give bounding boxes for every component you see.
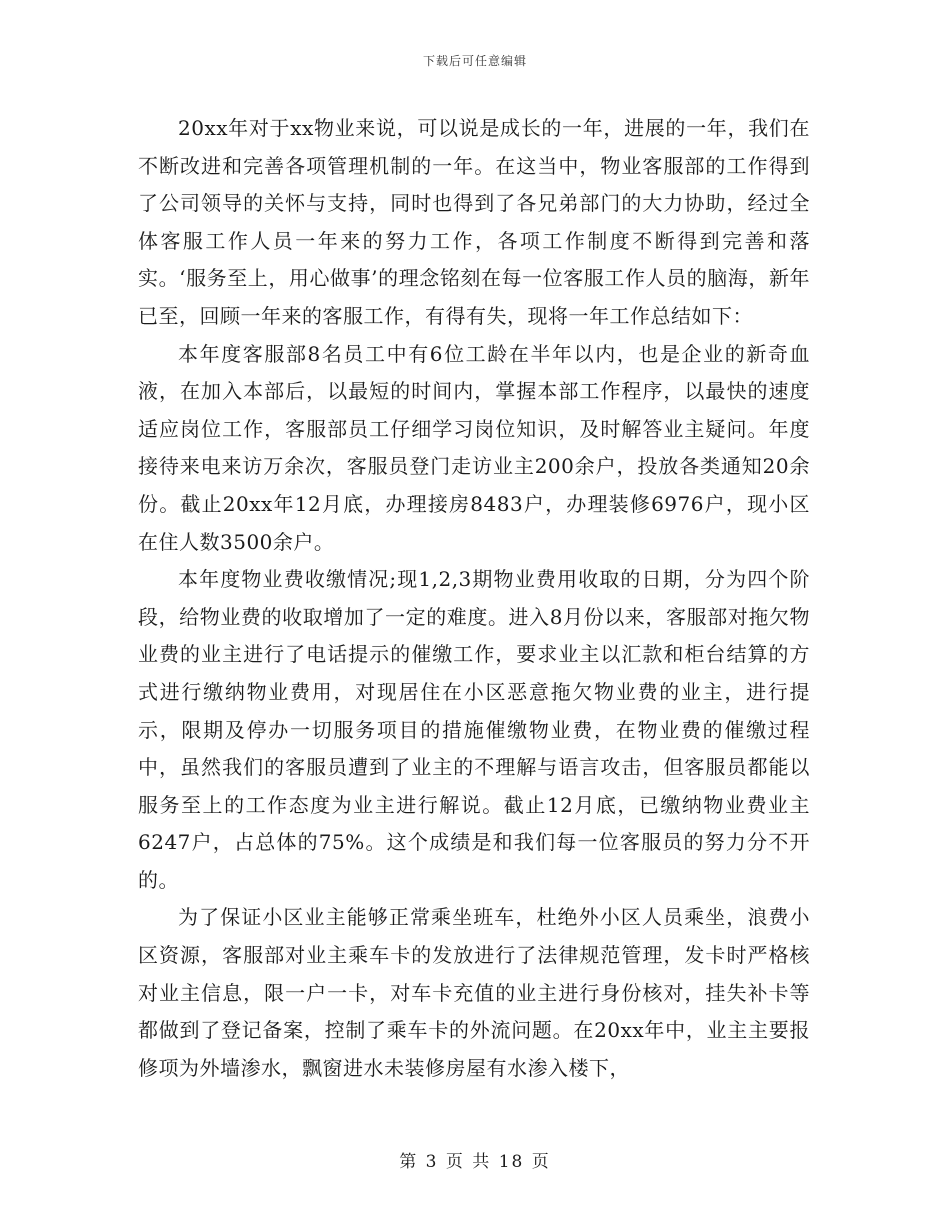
paragraph-2: 本年度客服部8名员工中有6位工龄在半年以内，也是企业的新奇血液，在加入本部后，以最短的时间内，掌握本部工作程序，以最快的速度适应岗位工作，客服部员工仔细学习岗位知识，及时解答业主疑问。年度接待来电来访万余次，客服员登门走访业主200余户，投放各类通知20余份。截止20xx年12月底，办理接房8483户，办理装修6976户，现小区在住人数3500余户。: [138, 341, 810, 554]
document-body: [138, 110, 810, 1087]
paragraph-4: 为了保证小区业主能够正常乘坐班车，杜绝外小区人员乘坐，浪费小区资源，客服部对业主乘车卡的发放进行了法律规范管理，发卡时严格核对业主信息，限一户一卡，对车卡充值的业主进行身份核对，挂失补卡等都做到了登记备案，控制了乘车卡的外流问题。在20xx年中，业主主要报修项为外墙渗水，飘窗进水未装修房屋有水渗入楼下，: [138, 905, 810, 1080]
page-header-note: 下载后可任意编辑: [422, 54, 527, 68]
paragraph-1: 20xx年对于xx物业来说，可以说是成长的一年，进展的一年，我们在不断改进和完善各项管理机制的一年。在这当中，物业客服部的工作得到了公司领导的关怀与支持，同时也得到了各兄弟部门的大力协助，经过全体客服工作人员一年来的努力工作，各项工作制度不断得到完善和落实。‘服务至上，用心做事’的理念铭刻在每一位客服工作人员的脑海，新年已至，回顾一年来的客服工作，有得有失，现将一年工作总结如下：: [138, 116, 810, 328]
paragraph-3: 本年度物业费收缴情况;现1,2,3期物业费用收取的日期，分为四个阶段，给物业费的收取增加了一定的难度。进入8月份以来，客服部对拖欠物业费的业主进行了电话提示的催缴工作，要求业主以汇款和柜台结算的方式进行缴纳物业费用，对现居住在小区恶意拖欠物业费的业主，进行提示，限期及停办一切服务项目的措施催缴物业费，在物业费的催缴过程中，虽然我们的客服员遭到了业主的不理解与语言攻击，但客服员都能以服务至上的工作态度为业主进行解说。截止12月底，已缴纳物业费业主6247户，占总体的75%。这个成绩是和我们每一位客服员的努力分不开的。: [138, 567, 810, 892]
page-number: 第 3 页 共 18 页: [399, 1152, 551, 1172]
